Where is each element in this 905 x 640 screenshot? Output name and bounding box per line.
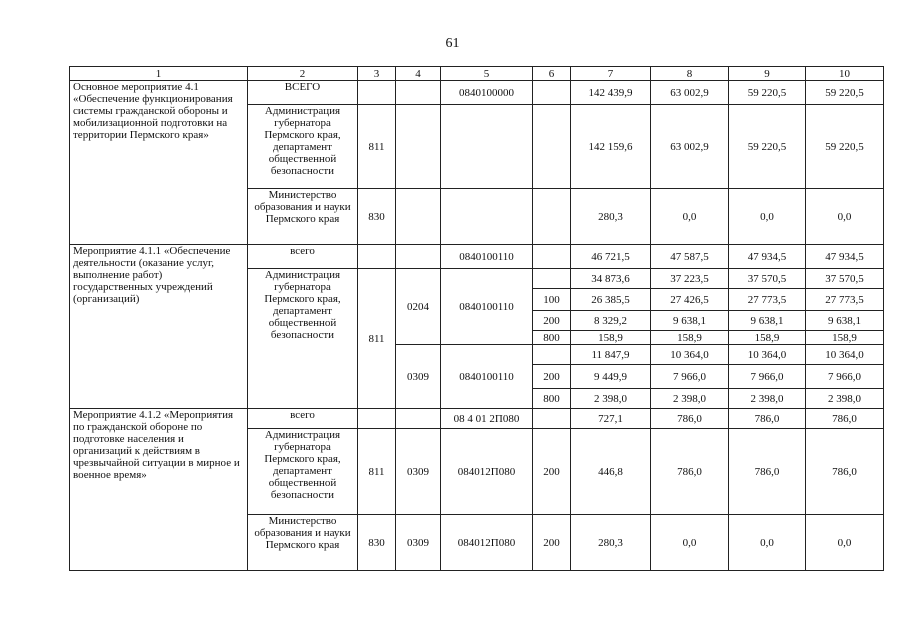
value-cell: 2 398,0 <box>729 389 806 409</box>
vr-cell: 200 <box>533 365 571 389</box>
csr-code-cell: 084012П080 <box>441 429 533 515</box>
value-cell: 0,0 <box>651 515 729 571</box>
value-cell: 63 002,9 <box>651 105 729 189</box>
executor-cell: ВСЕГО <box>248 81 358 105</box>
value-cell: 47 587,5 <box>651 245 729 269</box>
header-cell: 6 <box>533 67 571 81</box>
table-row <box>70 81 884 105</box>
value-cell: 280,3 <box>571 515 651 571</box>
value-cell: 27 426,5 <box>651 289 729 311</box>
header-cell: 2 <box>248 67 358 81</box>
value-cell: 158,9 <box>571 331 651 345</box>
header-cell: 8 <box>651 67 729 81</box>
value-cell: 37 223,5 <box>651 269 729 289</box>
header-cell: 4 <box>396 67 441 81</box>
value-cell: 0,0 <box>729 189 806 245</box>
vr-cell: 100 <box>533 289 571 311</box>
grbs-cell: 811 <box>358 429 396 515</box>
header-row <box>70 67 884 81</box>
value-cell: 446,8 <box>571 429 651 515</box>
value-cell: 142 159,6 <box>571 105 651 189</box>
value-cell: 0,0 <box>729 515 806 571</box>
activity-description: Мероприятие 4.1.1 «Обеспечение деятельности (оказание услуг, выполнение работ) государственных учреждений (организаций) <box>70 245 248 409</box>
value-cell: 0,0 <box>806 515 884 571</box>
header-cell: 7 <box>571 67 651 81</box>
value-cell: 786,0 <box>651 429 729 515</box>
value-cell: 7 966,0 <box>806 365 884 389</box>
value-cell: 158,9 <box>651 331 729 345</box>
csr-code-cell: 084012П080 <box>441 515 533 571</box>
budget-table <box>69 66 884 571</box>
value-cell: 34 873,6 <box>571 269 651 289</box>
value-cell: 786,0 <box>806 409 884 429</box>
value-cell: 26 385,5 <box>571 289 651 311</box>
value-cell: 59 220,5 <box>806 105 884 189</box>
section-cell: 0204 <box>396 269 441 345</box>
section-cell: 0309 <box>396 429 441 515</box>
value-cell: 786,0 <box>651 409 729 429</box>
value-cell: 7 966,0 <box>651 365 729 389</box>
grbs-cell: 811 <box>358 269 396 409</box>
header-cell: 10 <box>806 67 884 81</box>
executor-cell: Администрация губернатора Пермского края, департамент общественной безопасности <box>248 269 358 409</box>
page-number: 61 <box>445 36 460 51</box>
value-cell: 786,0 <box>729 429 806 515</box>
header-cell: 5 <box>441 67 533 81</box>
value-cell: 27 773,5 <box>729 289 806 311</box>
executor-cell: Администрация губернатора Пермского края, департамент общественной безопасности <box>248 105 358 189</box>
value-cell: 27 773,5 <box>806 289 884 311</box>
section-cell: 0309 <box>396 515 441 571</box>
value-cell: 158,9 <box>729 331 806 345</box>
table-row <box>70 409 884 429</box>
executor-cell: Министерство образования и науки Пермского края <box>248 189 358 245</box>
section-cell: 0309 <box>396 345 441 409</box>
value-cell: 59 220,5 <box>729 81 806 105</box>
value-cell: 47 934,5 <box>806 245 884 269</box>
value-cell: 46 721,5 <box>571 245 651 269</box>
value-cell: 280,3 <box>571 189 651 245</box>
vr-cell: 200 <box>533 429 571 515</box>
vr-cell: 800 <box>533 389 571 409</box>
executor-cell: Администрация губернатора Пермского края, департамент общественной безопасности <box>248 429 358 515</box>
value-cell: 9 449,9 <box>571 365 651 389</box>
value-cell: 786,0 <box>806 429 884 515</box>
value-cell: 0,0 <box>651 189 729 245</box>
value-cell: 142 439,9 <box>571 81 651 105</box>
value-cell: 2 398,0 <box>651 389 729 409</box>
vr-cell <box>533 345 571 365</box>
csr-code-cell: 08 4 01 2П080 <box>441 409 533 429</box>
value-cell: 11 847,9 <box>571 345 651 365</box>
value-cell: 158,9 <box>806 331 884 345</box>
header-cell: 9 <box>729 67 806 81</box>
executor-cell: всего <box>248 245 358 269</box>
value-cell: 0,0 <box>806 189 884 245</box>
value-cell: 7 966,0 <box>729 365 806 389</box>
value-cell: 10 364,0 <box>729 345 806 365</box>
vr-cell: 200 <box>533 311 571 331</box>
value-cell: 59 220,5 <box>806 81 884 105</box>
header-cell: 3 <box>358 67 396 81</box>
value-cell: 10 364,0 <box>651 345 729 365</box>
value-cell: 727,1 <box>571 409 651 429</box>
value-cell: 63 002,9 <box>651 81 729 105</box>
value-cell: 2 398,0 <box>571 389 651 409</box>
value-cell: 786,0 <box>729 409 806 429</box>
value-cell: 9 638,1 <box>651 311 729 331</box>
executor-cell: Министерство образования и науки Пермского края <box>248 515 358 571</box>
csr-code-cell: 0840100110 <box>441 245 533 269</box>
value-cell: 37 570,5 <box>729 269 806 289</box>
vr-cell <box>533 269 571 289</box>
value-cell: 2 398,0 <box>806 389 884 409</box>
grbs-cell: 830 <box>358 515 396 571</box>
value-cell: 10 364,0 <box>806 345 884 365</box>
csr-code-cell: 0840100000 <box>441 81 533 105</box>
value-cell: 9 638,1 <box>806 311 884 331</box>
activity-description: Мероприятие 4.1.2 «Мероприятия по гражданской обороне по подготовке населения и организаций к действиям в чрезвычайной ситуации в мирное и военное время» <box>70 409 248 571</box>
value-cell: 9 638,1 <box>729 311 806 331</box>
value-cell: 37 570,5 <box>806 269 884 289</box>
vr-cell: 800 <box>533 331 571 345</box>
header-cell: 1 <box>70 67 248 81</box>
activity-description: Основное мероприятие 4.1 «Обеспечение функционирования системы гражданской обороны и мобилизационной подготовки на территории Пермского края» <box>70 81 248 245</box>
vr-cell: 200 <box>533 515 571 571</box>
executor-cell: всего <box>248 409 358 429</box>
value-cell: 59 220,5 <box>729 105 806 189</box>
csr-code-cell: 0840100110 <box>441 345 533 409</box>
table-row <box>70 245 884 269</box>
grbs-cell: 830 <box>358 189 396 245</box>
grbs-cell: 811 <box>358 105 396 189</box>
value-cell: 8 329,2 <box>571 311 651 331</box>
value-cell: 47 934,5 <box>729 245 806 269</box>
csr-code-cell: 0840100110 <box>441 269 533 345</box>
